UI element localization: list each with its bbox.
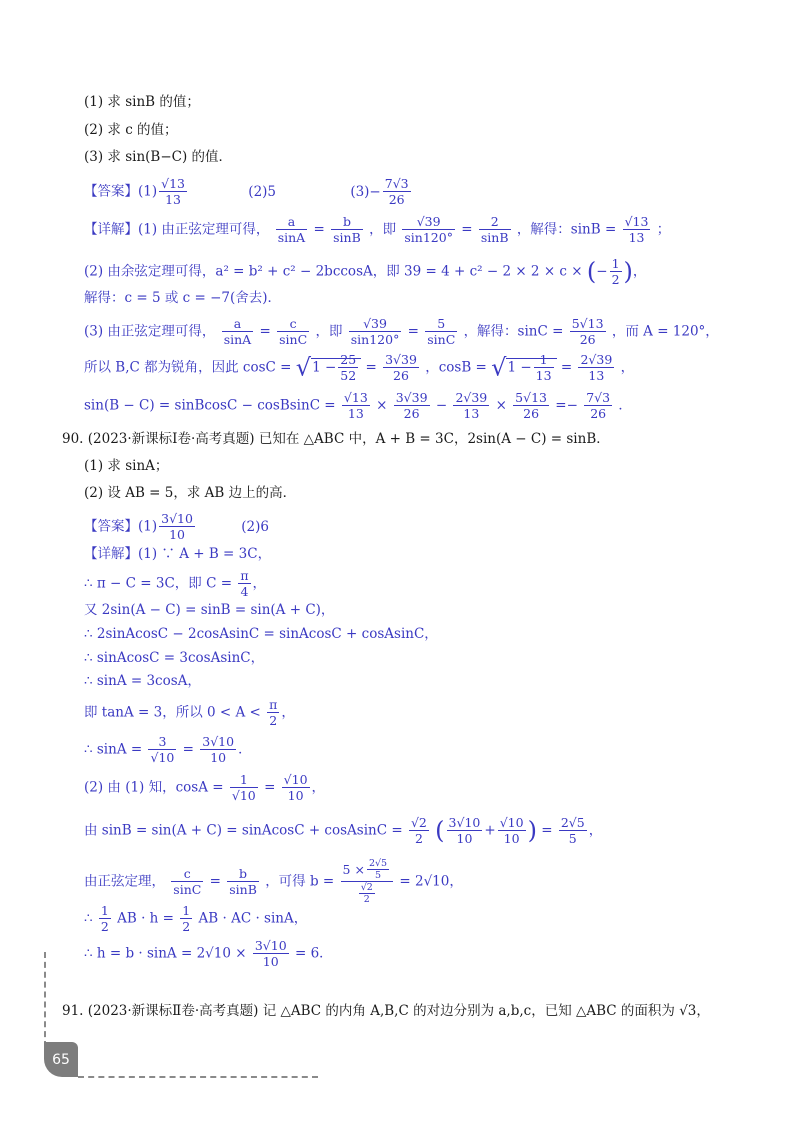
frac <box>171 866 203 897</box>
frac-den: sinB <box>480 230 509 245</box>
step-text: ， <box>252 575 267 592</box>
q90-answer <box>84 511 269 542</box>
sqrt-expr <box>296 352 361 383</box>
frac <box>383 352 419 383</box>
frac <box>331 214 363 245</box>
frac-num: 7√3 <box>586 390 611 405</box>
q90-l2 <box>84 568 266 599</box>
frac <box>227 866 259 897</box>
frac <box>425 316 457 347</box>
q89-step3: 解得：c = 5 或 c = −7(舍去)． <box>84 290 282 306</box>
frac-num: π <box>269 697 278 712</box>
frac-num: c <box>277 316 309 332</box>
frac-num: 1 <box>534 352 554 368</box>
frac-num: 1 <box>182 903 191 918</box>
answer-tag: 【答案】 <box>84 183 138 200</box>
answer-2: (2)5 <box>248 183 277 200</box>
answer-2: (2)6 <box>241 518 269 535</box>
step-text: AB · h = <box>117 910 174 927</box>
q90-part1: (1) 求 sinA； <box>84 458 169 474</box>
frac-num: √13 <box>343 390 368 405</box>
frac-num: 5 <box>425 316 457 332</box>
step-text: ，可得 b = <box>265 873 335 890</box>
frac-den: 5 <box>568 831 577 846</box>
step-text: ∴ h = b · sinA = 2√10 × <box>84 945 247 962</box>
frac-den: sin120° <box>350 332 400 347</box>
q90-l12 <box>84 903 307 934</box>
times: × <box>495 397 507 414</box>
q89-step2 <box>84 256 646 287</box>
step-text: ， <box>281 704 295 721</box>
frac-num: b <box>227 866 259 882</box>
frac <box>253 938 289 969</box>
frac-den: 26 <box>388 192 405 207</box>
q90-l9 <box>84 772 325 803</box>
q90-l5: ∴ sinAcosC = 3cosAsinC， <box>84 650 265 666</box>
frac-den: 10 <box>262 954 279 969</box>
frac-den: sinC <box>279 332 308 347</box>
frac <box>276 214 308 245</box>
step-text: ，即 <box>369 221 397 238</box>
equals: = <box>209 873 221 890</box>
equals: = <box>560 359 573 376</box>
frac-den <box>341 882 394 905</box>
step-text: = 2√10， <box>399 873 463 890</box>
frac <box>623 214 651 245</box>
frac <box>559 815 587 846</box>
step-text: 由 sinB = sin(A + C) = sinAcosC + cosAsinC = <box>84 822 403 839</box>
equals: = <box>555 397 567 414</box>
minus: − <box>596 263 608 280</box>
answer-3-frac <box>383 176 411 207</box>
frac <box>230 772 258 803</box>
frac-num: a <box>276 214 308 230</box>
q90-l1 <box>84 544 271 564</box>
frac-den: √10 <box>231 788 256 803</box>
frac-den: 26 <box>579 332 596 347</box>
frac-num: √39 <box>402 214 455 230</box>
frac-num: c <box>171 866 203 882</box>
step-text: sin(B − C) = sinBcosC − cosBsinC = <box>84 397 336 414</box>
step-text: 由正弦定理， <box>84 873 165 890</box>
frac-den: 26 <box>393 368 409 383</box>
q90-l13 <box>84 938 333 969</box>
q90-title: 90. (2023·新课标Ⅰ卷·高考真题) 已知在 △ABC 中，A + B = 3C，2sin(A − C) = sinB． <box>62 431 610 447</box>
frac-den: sinA <box>277 230 306 245</box>
q91-title: 91. (2023·新课标Ⅱ卷·高考真题) 记 △ABC 的内角 A,B,C 的对边分别为 a,b,c，已知 △ABC 的面积为 √3， <box>62 1003 710 1019</box>
answer-1-frac <box>159 511 195 542</box>
frac <box>180 903 192 934</box>
frac-num: 5√13 <box>515 390 547 405</box>
paren-close: ) <box>623 257 633 286</box>
frac <box>148 734 176 765</box>
frac <box>238 568 250 599</box>
step-text: 5 × <box>342 862 365 877</box>
frac <box>282 772 310 803</box>
frac <box>277 316 309 347</box>
frac <box>534 352 554 383</box>
step-text: (1) ∵ A + B = 3C， <box>138 546 272 562</box>
step-text: ，而 A = 120°， <box>611 323 719 340</box>
step-text: 即 tanA = 3，所以 0 < A < <box>84 704 261 721</box>
radical-sign: √ <box>491 353 507 382</box>
frac-num: b <box>331 214 363 230</box>
frac-num: a <box>222 316 254 332</box>
step-text: 1 − <box>312 359 337 376</box>
step-text: ， <box>588 822 603 839</box>
q90-l3: 又 2sin(A − C) = sinB = sin(A + C)， <box>84 602 335 618</box>
frac-den: sinC <box>427 332 456 347</box>
step-text: ，解得：sinB = <box>516 221 617 238</box>
frac <box>584 390 612 421</box>
frac-den: 52 <box>340 368 357 383</box>
radicand <box>506 352 556 383</box>
q89-step1 <box>84 214 670 245</box>
frac <box>349 316 402 347</box>
frac-den: √10 <box>150 750 175 765</box>
frac-num: √10 <box>499 815 524 830</box>
answer-tag: 【答案】 <box>84 518 138 535</box>
frac <box>513 390 549 421</box>
equals: = <box>313 221 325 238</box>
frac <box>570 316 606 347</box>
frac-num: 3√39 <box>395 390 428 405</box>
frac <box>453 390 489 421</box>
frac-num: 3√10 <box>202 734 235 749</box>
frac <box>367 858 389 881</box>
q90-l6: ∴ sinA = 3cosA， <box>84 673 201 689</box>
sqrt-expr <box>491 352 556 383</box>
frac <box>222 316 254 347</box>
equals: = <box>259 323 271 340</box>
frac-den: 5 <box>374 870 382 881</box>
frac-num: 3 <box>148 734 176 750</box>
page-number-tab <box>44 1042 78 1077</box>
answer-1-frac <box>159 176 187 207</box>
step-text: (2) 由 (1) 知，cosA = <box>84 779 224 796</box>
frac-den: 13 <box>588 368 605 383</box>
frac-den: 13 <box>628 230 645 245</box>
frac-num: 2√39 <box>455 390 488 405</box>
step-text: 1 − <box>507 359 532 376</box>
equals: = <box>182 741 194 758</box>
step-text: AB · AC · sinA， <box>198 910 308 927</box>
q89-part1: (1) 求 sinB 的值； <box>84 94 200 110</box>
explain-tag: 【详解】 <box>84 221 138 238</box>
frac <box>447 815 483 846</box>
frac-den: 4 <box>240 584 249 599</box>
q90-l4: ∴ 2sinAcosC − 2cosAsinC = sinAcosC + cosAsinC， <box>84 626 438 642</box>
frac-den: 26 <box>523 406 540 421</box>
step-text: (3) 由正弦定理可得， <box>84 323 216 340</box>
minus: − <box>566 397 578 414</box>
frac-num: 2√5 <box>368 858 388 869</box>
frac-num: 3√39 <box>385 352 417 367</box>
step-text: ∴ <box>84 910 93 927</box>
explain-tag: 【详解】 <box>84 546 138 562</box>
frac-num: 1 <box>230 772 258 788</box>
q89-part3: (3) 求 sin(B−C) 的值． <box>84 149 233 165</box>
frac <box>267 697 279 728</box>
frac-den: 26 <box>590 406 607 421</box>
step-text: = 6． <box>294 945 333 962</box>
frac-den: sinA <box>223 332 252 347</box>
frac-den: sinB <box>333 230 361 245</box>
frac-den: 10 <box>287 788 304 803</box>
equals: = <box>461 221 473 238</box>
complex-frac <box>341 858 394 905</box>
step-text: ，解得：sinC = <box>463 323 564 340</box>
frac-num: √2 <box>360 882 373 893</box>
frac-den: 10 <box>210 750 227 765</box>
step-text: ，即 <box>315 323 343 340</box>
radical-sign: √ <box>295 353 312 382</box>
q90-part2: (2) 设 AB = 5，求 AB 边上的高． <box>84 485 297 501</box>
frac-num: √13 <box>161 176 185 191</box>
frac <box>479 214 511 245</box>
q90-l10 <box>84 815 602 846</box>
step-text: (1) 由正弦定理可得， <box>138 221 270 238</box>
frac-den: 13 <box>165 192 182 207</box>
frac-den: 13 <box>535 368 552 383</box>
paren-open: ( <box>586 257 597 286</box>
minus: − <box>435 397 448 414</box>
frac <box>578 352 614 383</box>
frac-num <box>341 858 394 882</box>
frac-num: √10 <box>283 772 308 787</box>
frac-num: 1 <box>100 903 109 918</box>
frac-num: 3√10 <box>161 511 193 526</box>
step-text: ，cosB = <box>425 359 487 376</box>
answer-1-prefix: (1) <box>138 183 158 200</box>
times: × <box>376 397 388 414</box>
frac <box>409 815 429 846</box>
frac-num: √13 <box>624 214 649 229</box>
frac-den: 2 <box>269 713 278 728</box>
q89-step5: 所以 B,C 都为锐角，因此 cosC = √1 − $\frac{25}{52}$ = $\frac{3√39}{26}$ ，cosB = √1 − $\frac{1}{13}$ = $\frac{2√39}{13}$ ， <box>84 352 635 383</box>
frac-den: 2 <box>100 919 109 934</box>
equals: = <box>264 779 276 796</box>
step-text: ； <box>656 221 671 238</box>
page-number: 65 <box>52 1051 70 1068</box>
frac-num: √2 <box>410 815 427 830</box>
frac-den: 10 <box>456 831 473 846</box>
frac-den: 13 <box>347 406 364 421</box>
dashed-border-vertical <box>44 952 46 1047</box>
frac-den: 13 <box>463 406 480 421</box>
frac-num: 25 <box>340 352 357 367</box>
frac <box>394 390 430 421</box>
frac <box>99 903 111 934</box>
answer-3-prefix: (3)− <box>350 183 381 200</box>
step-text: ∴ π − C = 3C，即 C = <box>84 575 233 592</box>
equals: = <box>541 822 553 839</box>
step-text: (2) 由余弦定理可得，a² = b² + c² − 2bccosA，即 39 = 4 + c² − 2 × 2 × c × <box>84 263 583 280</box>
step-text: ． <box>238 741 252 758</box>
step-text: ． <box>618 397 632 414</box>
frac-num: 2 <box>479 214 511 230</box>
equals: = <box>407 323 419 340</box>
frac-den: sinB <box>229 882 257 897</box>
frac-den: 10 <box>503 831 520 846</box>
plus: + <box>484 822 496 839</box>
frac-den: 2 <box>363 894 370 905</box>
q89-answer <box>84 176 413 206</box>
frac <box>338 352 358 383</box>
frac-den: 10 <box>169 527 185 542</box>
frac <box>498 815 526 846</box>
frac-den: 2 <box>414 831 423 846</box>
step-text: ， <box>311 779 326 796</box>
frac-num: 5√13 <box>571 316 604 331</box>
frac-den: 26 <box>403 406 420 421</box>
q89-step4 <box>84 316 719 347</box>
frac-num: π <box>240 568 249 583</box>
radicand <box>311 352 361 383</box>
dashed-border-horizontal <box>78 1076 318 1078</box>
q90-l11 <box>84 858 463 905</box>
paren-close: ) <box>527 816 537 845</box>
frac-num: 2√5 <box>560 815 585 830</box>
frac-num: 3√10 <box>448 815 481 830</box>
step-text: ， <box>632 263 647 280</box>
frac <box>200 734 236 765</box>
step-text: ∴ sinA = <box>84 741 143 758</box>
frac-num: 7√3 <box>384 176 409 191</box>
frac-den: sinC <box>173 882 202 897</box>
step-text: 所以 B,C 都为锐角，因此 cosC = <box>84 359 292 376</box>
paren-open: ( <box>435 816 445 845</box>
frac-num: √39 <box>349 316 402 332</box>
frac <box>402 214 455 245</box>
q89-part2: (2) 求 c 的值； <box>84 122 178 138</box>
equals: = <box>365 359 377 376</box>
answer-1-prefix: (1) <box>138 518 158 535</box>
frac <box>342 390 370 421</box>
frac-num: 3√10 <box>254 938 287 953</box>
frac-den: 2 <box>182 919 191 934</box>
frac-den: sin120° <box>404 230 453 245</box>
frac-num: 2√39 <box>580 352 613 367</box>
frac-den: 2 <box>611 272 620 287</box>
frac-num: 1 <box>611 256 620 271</box>
frac <box>610 256 622 287</box>
frac <box>359 882 375 905</box>
q90-l8 <box>84 734 252 765</box>
q89-step6 <box>84 390 632 421</box>
q90-l7 <box>84 697 295 728</box>
